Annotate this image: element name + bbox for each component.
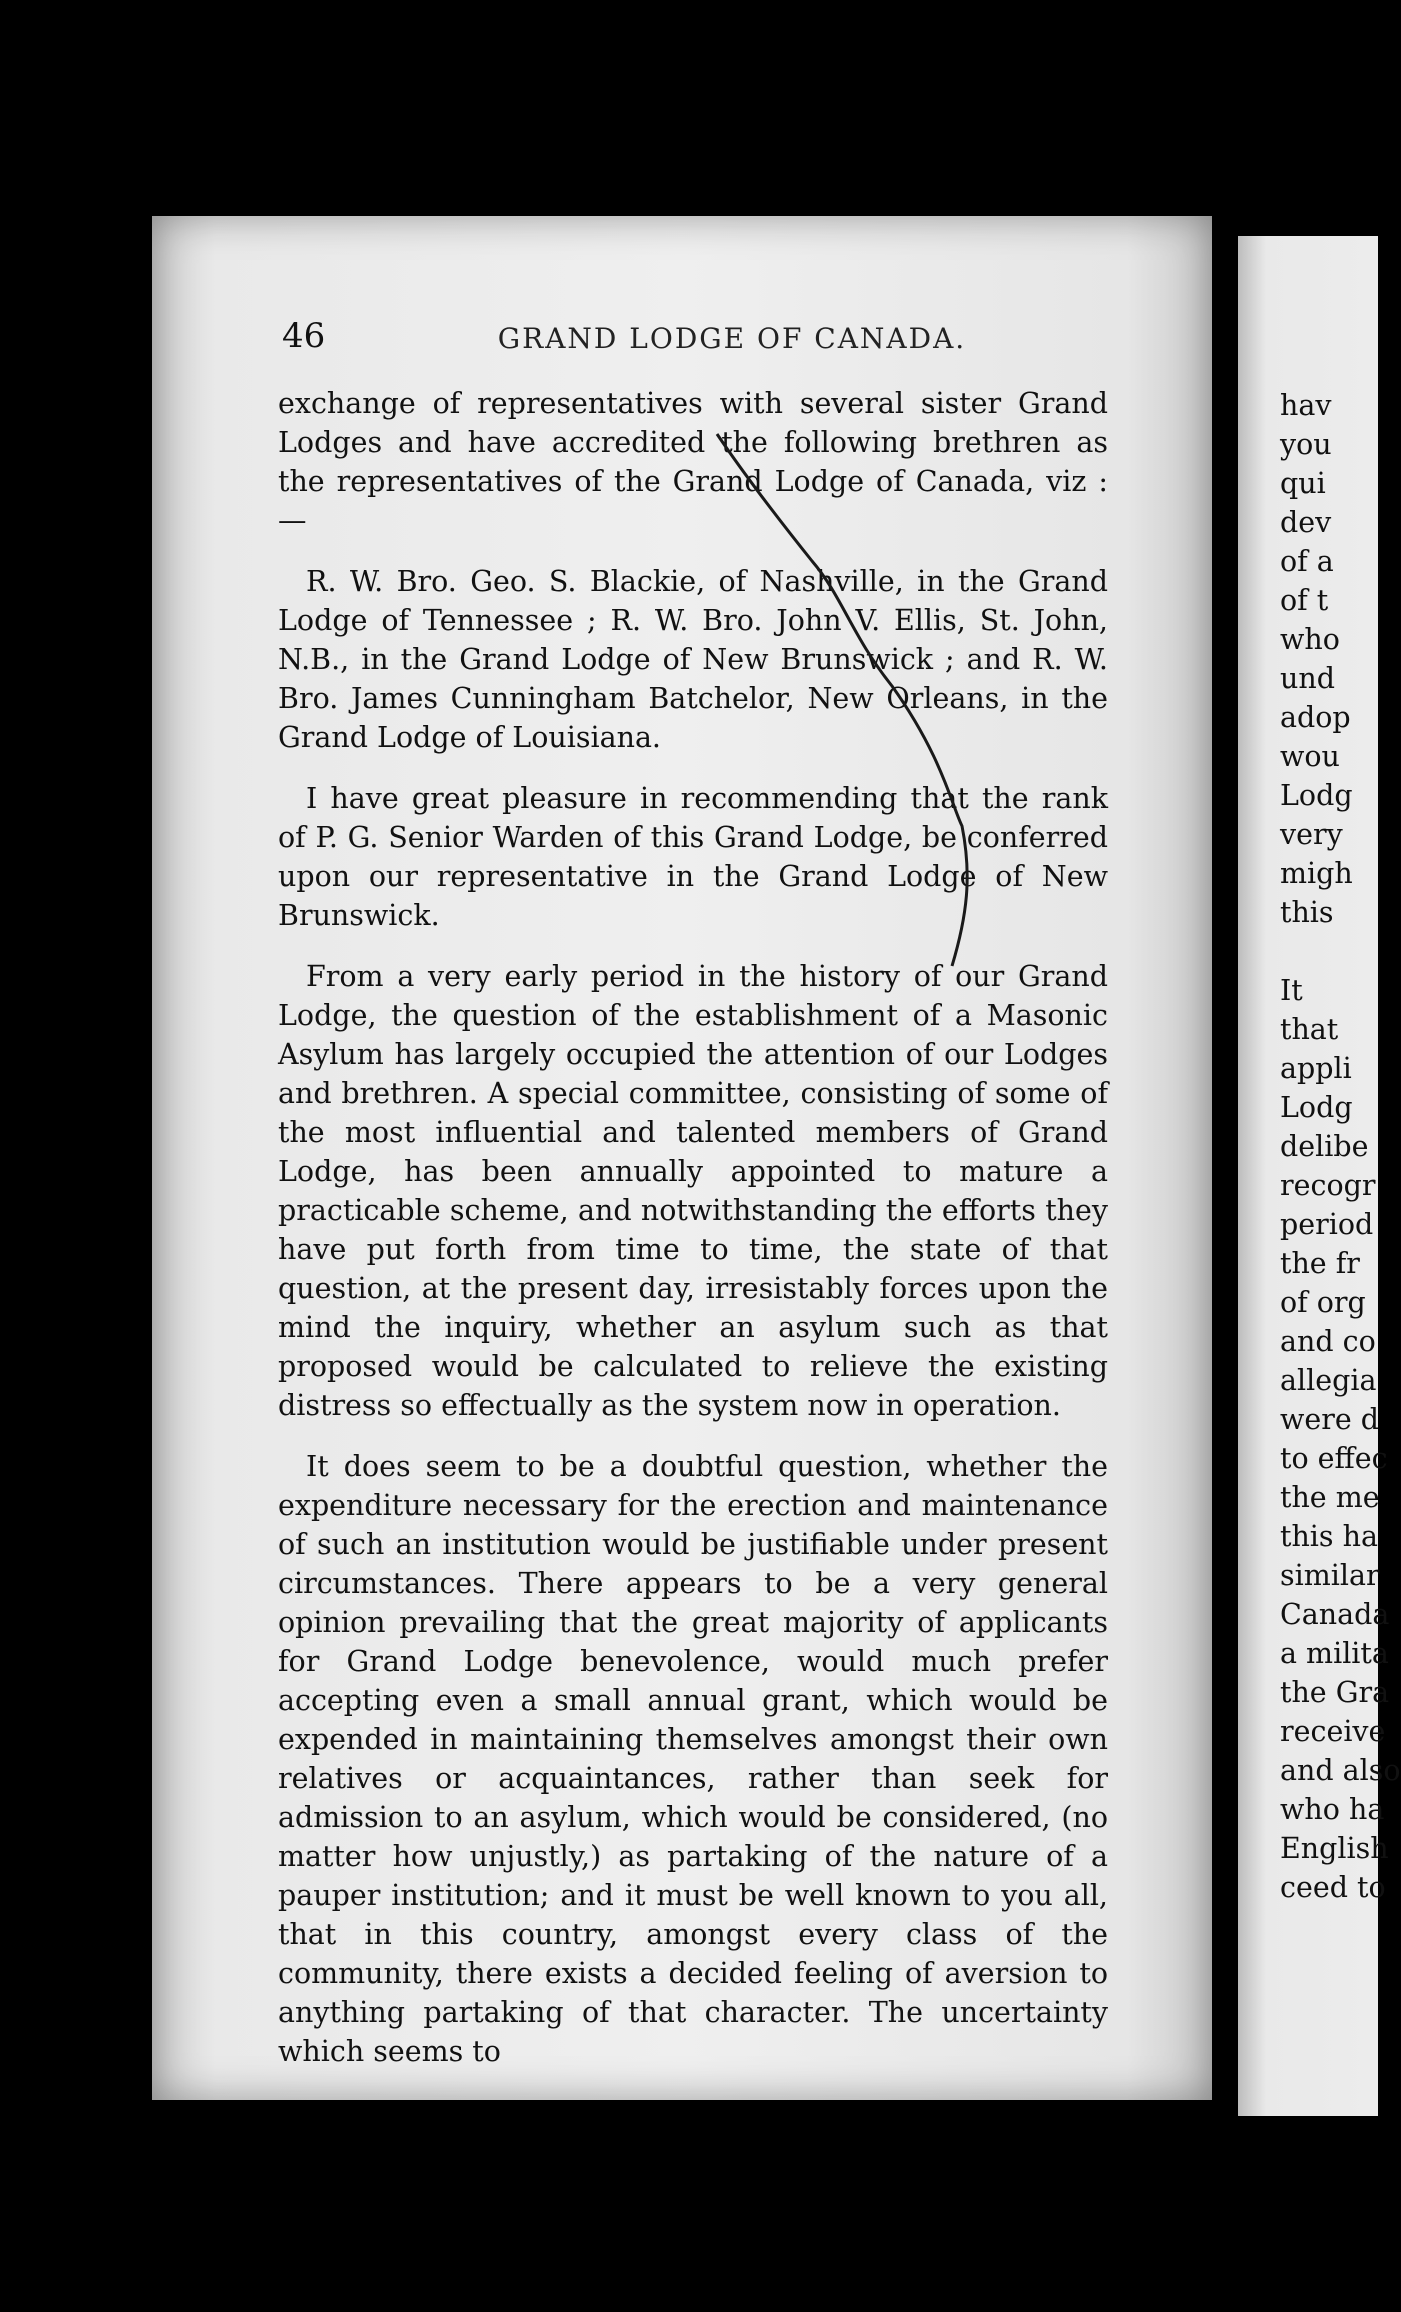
right-page-line: Lodg (1280, 1091, 1353, 1124)
right-page-line: English (1280, 1832, 1389, 1865)
right-page-line: adop (1280, 701, 1351, 734)
right-page-line (1280, 932, 1380, 971)
right-page-line: allegia (1280, 1364, 1377, 1397)
paragraph-2: R. W. Bro. Geo. S. Blackie, of Nashville, in the Grand Lodge of Tennessee ; R. W. Bro. John V. Ellis, St. John, N.B., in the Grand Lodge of New Brunswick ; and R. W. Bro. James Cunningham Batchelor, New Orleans, in the Grand Lodge of Louisiana. (278, 565, 1108, 754)
right-page-line: hav (1280, 389, 1332, 422)
right-page-line: the Gra (1280, 1676, 1390, 1709)
right-page-line: ceed to (1280, 1871, 1386, 1904)
right-page-line: of a (1280, 545, 1334, 578)
right-page-line: Lodg (1280, 779, 1353, 812)
right-page-line: It (1280, 974, 1303, 1007)
body-text (278, 384, 1108, 2093)
right-page-line: and also (1280, 1754, 1401, 1787)
right-page-line: the fr (1280, 1247, 1360, 1280)
right-page-line: who (1280, 623, 1340, 656)
right-page-line: qui (1280, 467, 1326, 500)
right-page-line: period (1280, 1208, 1374, 1241)
right-page-line: of t (1280, 584, 1329, 617)
right-page-line: very (1280, 818, 1343, 851)
right-page-line: this (1280, 896, 1334, 929)
right-page-line: Canada (1280, 1598, 1390, 1631)
right-page-line: of org (1280, 1286, 1366, 1319)
right-page (1238, 236, 1401, 2116)
right-page-line: migh (1280, 857, 1353, 890)
right-page-line: dev (1280, 506, 1332, 539)
running-head: GRAND LODGE OF CANADA. (497, 322, 967, 355)
paragraph-4: From a very early period in the history of our Grand Lodge, the question of the establishment of a Masonic Asylum has largely occupied the attention of our Lodges and brethren. A special committee, consisting of some of the most influential and talented members of Grand Lodge, has been annually appointed to mature a practicable scheme, and notwithstanding the efforts they have put forth from time to time, the state of that question, at the present day, irresistably forces upon the mind the inquiry, whether an asylum such as that proposed would be calculated to relieve the existing distress so effectually as the system now in operation. (278, 960, 1108, 1422)
right-page-line: und (1280, 662, 1335, 695)
right-page-line: this ha (1280, 1520, 1378, 1553)
left-page (152, 216, 1212, 2100)
right-page-line: appli (1280, 1052, 1352, 1085)
right-page-line: receive (1280, 1715, 1386, 1748)
right-page-line: the me (1280, 1481, 1380, 1514)
right-page-line: similar (1280, 1559, 1380, 1592)
right-page-line: to effec (1280, 1442, 1388, 1475)
right-page-line: you (1280, 428, 1332, 461)
right-page-line: delibe (1280, 1130, 1369, 1163)
page-header (282, 316, 1262, 356)
right-page-line: who ha (1280, 1793, 1385, 1826)
right-page-line: a milita (1280, 1637, 1389, 1670)
right-page-line: recogr (1280, 1169, 1376, 1202)
paragraph-5: It does seem to be a doubtful question, whether the expenditure necessary for the erection and maintenance of such an institution would be justifiable under present circumstances. There appears to be a very general opinion prevailing that the great majority of applicants for Grand Lodge benevolence, would much prefer accepting even a small annual grant, which would be expended in maintaining themselves amongst their own relatives or acquaintances, rather than seek for admission to an asylum, which would be considered, (no matter how unjustly,) as partaking of the nature of a pauper institution; and it must be well known to you all, that in this country, amongst every class of the community, there exists a decided feeling of aversion to anything partaking of that character. The uncertainty which seems to (278, 1450, 1108, 2068)
paragraph-3: I have great pleasure in recommending that the rank of P. G. Senior Warden of this Grand Lodge, be conferred upon our representative in the Grand Lodge of New Brunswick. (278, 782, 1108, 932)
paragraph-1: exchange of representatives with several sister Grand Lodges and have accredited the following brethren as the representatives of the Grand Lodge of Canada, viz :— (278, 387, 1108, 537)
right-page-line: wou (1280, 740, 1340, 773)
page-number: 46 (282, 316, 326, 356)
right-page-line: that (1280, 1013, 1339, 1046)
right-page-line: were d (1280, 1403, 1380, 1436)
right-page-line: and co (1280, 1325, 1376, 1358)
right-page-text (1280, 386, 1401, 1907)
